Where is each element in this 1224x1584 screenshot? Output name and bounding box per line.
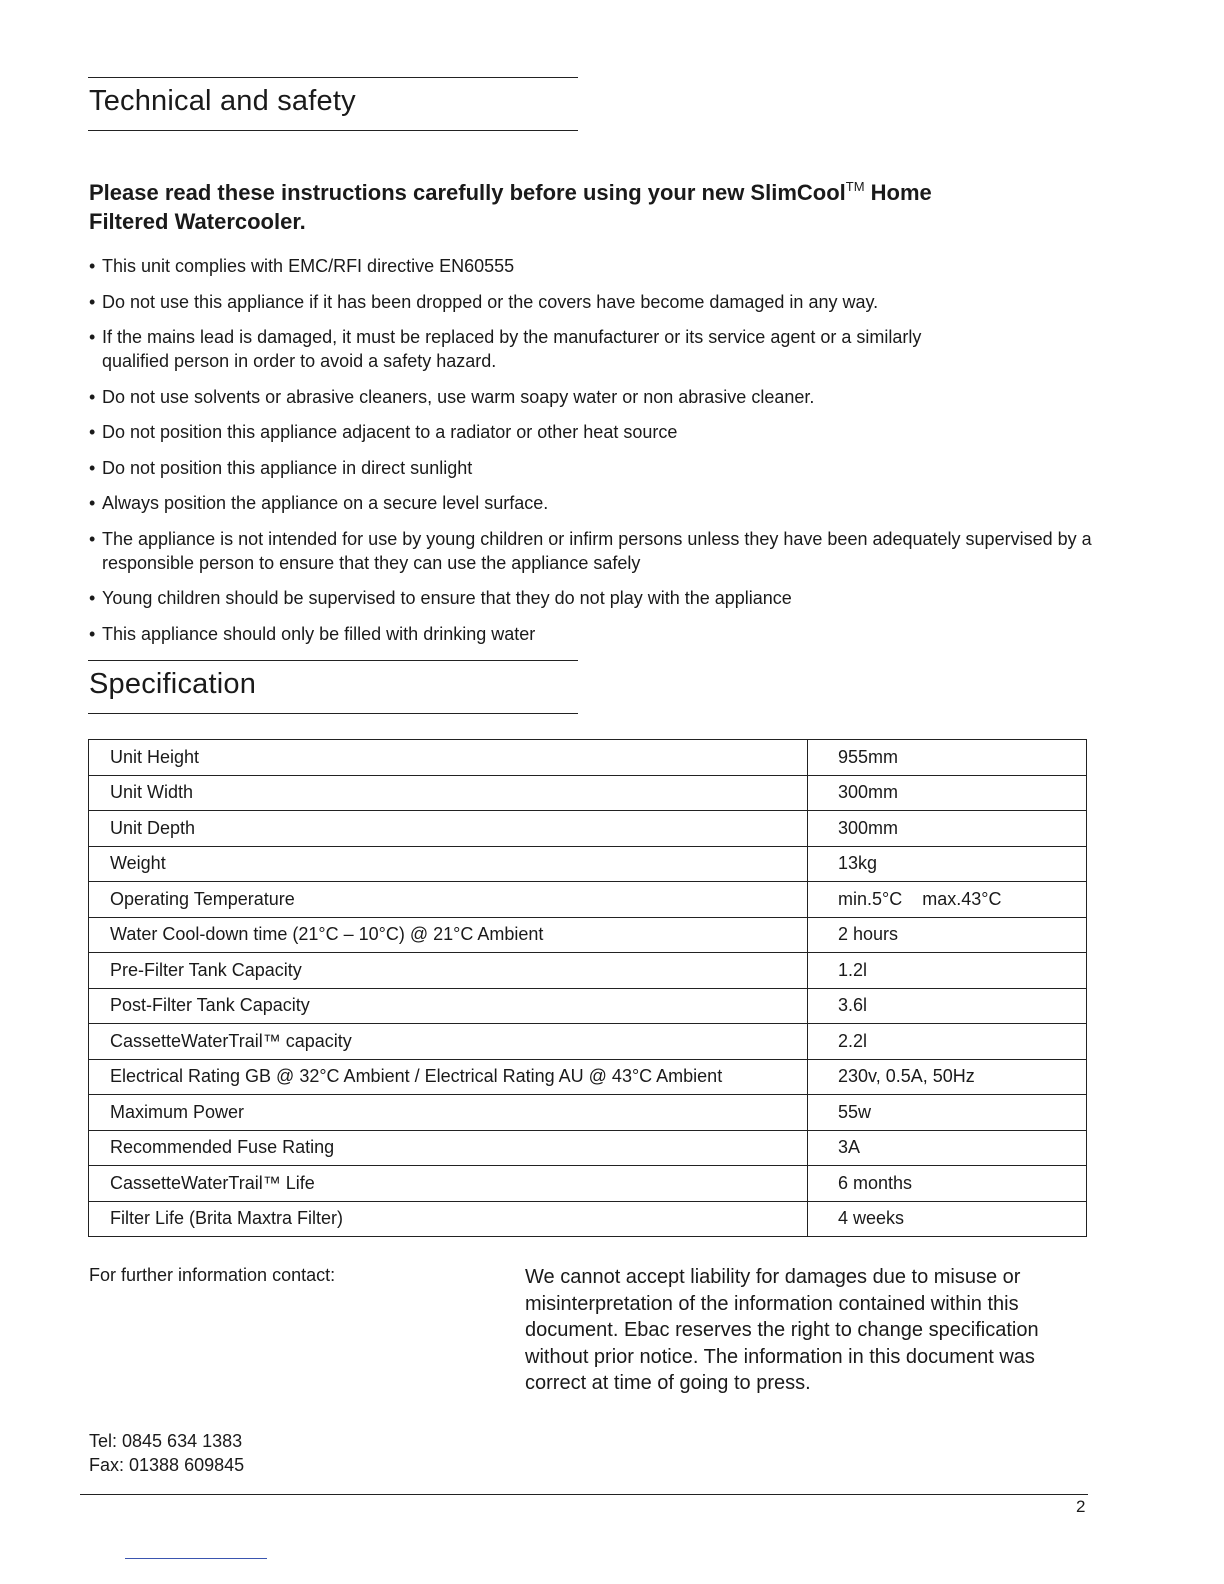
bullet-dot: • — [89, 291, 96, 312]
bullet-dot: • — [89, 422, 96, 442]
safety-bullet — [89, 420, 1099, 444]
specification-title-underline — [88, 713, 578, 714]
contact-label: For further information contact: — [89, 1265, 336, 1285]
bullet-dot: • — [89, 528, 96, 549]
footer-rule — [80, 1494, 1088, 1495]
bullet-dot: • — [89, 327, 96, 347]
safety-bullet — [89, 254, 1099, 278]
safety-bullet — [89, 527, 1092, 575]
safety-bullet-text: Always position the appliance on a secure level surface. — [102, 493, 549, 513]
safety-bullet — [89, 385, 1099, 409]
spec-value: 3A — [808, 1130, 1087, 1166]
bullet-dot: • — [89, 623, 96, 644]
safety-bullet-text: Do not position this appliance in direct sunlight — [102, 457, 473, 478]
bullet-dot: • — [89, 588, 96, 608]
spec-label: Water Cool-down time (21°C – 10°C) @ 21°C Ambient — [89, 917, 808, 953]
safety-bullet-text: Do not use solvents or abrasive cleaners, use warm soapy water or non abrasive cleaner. — [102, 386, 815, 407]
specification-title: Specification — [89, 668, 257, 700]
spec-label: Electrical Rating GB @ 32°C Ambient / Electrical Rating AU @ 43°C Ambient — [89, 1059, 808, 1095]
spec-label: Unit Depth — [89, 811, 808, 847]
safety-bullet-text: Young children should be supervised to ensure that they do not play with the appliance — [102, 588, 792, 608]
spec-value: 6 months — [808, 1166, 1087, 1202]
intro-text-part1: Please read these instructions carefully before using your new SlimCool — [89, 180, 846, 205]
table-row — [89, 917, 1087, 953]
spec-value: 2.2l — [808, 1024, 1087, 1060]
table-row — [89, 882, 1087, 918]
table-row — [89, 1130, 1087, 1166]
intro-text — [89, 172, 969, 236]
table-row — [89, 811, 1087, 847]
safety-bullet-text: If the mains lead is damaged, it must be replaced by the manufacturer or its service agent or a similarly qualified person in order to avoid a safety hazard. — [102, 327, 922, 371]
decorative-blue-line — [125, 1558, 267, 1559]
spec-label: Pre-Filter Tank Capacity — [89, 953, 808, 989]
page-number: 2 — [1076, 1497, 1086, 1516]
spec-label: Operating Temperature — [89, 882, 808, 918]
table-row — [89, 1024, 1087, 1060]
specification-table — [88, 739, 1087, 1237]
telephone-number: Tel: 0845 634 1383 — [89, 1431, 243, 1451]
safety-bullet-text: This unit complies with EMC/RFI directive EN60555 — [102, 256, 515, 276]
table-row — [89, 988, 1087, 1024]
safety-bullet — [89, 325, 962, 373]
spec-value: 300mm — [808, 775, 1087, 811]
spec-value: 300mm — [808, 811, 1087, 847]
fax-number: Fax: 01388 609845 — [89, 1455, 245, 1475]
table-row — [89, 775, 1087, 811]
safety-bullet-list — [89, 254, 1099, 657]
table-row — [89, 1201, 1087, 1237]
spec-value: 3.6l — [808, 988, 1087, 1024]
safety-bullet — [89, 622, 1099, 646]
table-row — [89, 1059, 1087, 1095]
spec-value: 13kg — [808, 846, 1087, 882]
spec-label: Post-Filter Tank Capacity — [89, 988, 808, 1024]
spec-value: 1.2l — [808, 953, 1087, 989]
spec-label: Filter Life (Brita Maxtra Filter) — [89, 1201, 808, 1237]
intro-text-part2: Home Filtered Watercooler. — [89, 180, 932, 234]
table-row — [89, 740, 1087, 776]
spec-value: 230v, 0.5A, 50Hz — [808, 1059, 1087, 1095]
bullet-dot: • — [89, 386, 96, 407]
safety-bullet-text: Do not use this appliance if it has been dropped or the covers have become damaged in any way. — [102, 291, 879, 312]
spec-value: 2 hours — [808, 917, 1087, 953]
bullet-dot: • — [89, 256, 96, 276]
table-row — [89, 1095, 1087, 1131]
spec-value: min.5°C max.43°C — [808, 882, 1087, 918]
safety-bullet — [89, 491, 1099, 515]
specification-top-rule — [88, 660, 578, 661]
spec-value: 55w — [808, 1095, 1087, 1131]
technical-safety-title: Technical and safety — [89, 85, 356, 117]
safety-bullet-text: This appliance should only be filled with drinking water — [102, 623, 536, 644]
spec-label: Weight — [89, 846, 808, 882]
spec-label: CassetteWaterTrail™ Life — [89, 1166, 808, 1202]
spec-value: 4 weeks — [808, 1201, 1087, 1237]
safety-bullet — [89, 290, 1099, 314]
spec-value: 955mm — [808, 740, 1087, 776]
spec-label: Maximum Power — [89, 1095, 808, 1131]
bullet-dot: • — [89, 457, 96, 478]
safety-bullet-text: The appliance is not intended for use by young children or infirm persons unless they have been adequately supervised by a responsible person to ensure that they can use the appliance safely — [102, 528, 1092, 573]
spec-label: CassetteWaterTrail™ capacity — [89, 1024, 808, 1060]
spec-label: Unit Width — [89, 775, 808, 811]
table-row — [89, 846, 1087, 882]
technical-title-underline — [88, 130, 578, 131]
disclaimer-text: We cannot accept liability for damages due to misuse or misinterpretation of the information contained within this document. Ebac reserves the right to change specification without prior notice. The information in this document was correct at time of going to press. — [525, 1266, 1039, 1394]
top-rule — [88, 77, 578, 78]
spec-label: Recommended Fuse Rating — [89, 1130, 808, 1166]
spec-label: Unit Height — [89, 740, 808, 776]
bullet-dot: • — [89, 493, 96, 513]
safety-bullet-text: Do not position this appliance adjacent to a radiator or other heat source — [102, 422, 678, 442]
trademark-mark: TM — [845, 179, 865, 194]
safety-bullet — [89, 586, 1099, 610]
safety-bullet — [89, 456, 1099, 480]
table-row — [89, 953, 1087, 989]
table-row — [89, 1166, 1087, 1202]
